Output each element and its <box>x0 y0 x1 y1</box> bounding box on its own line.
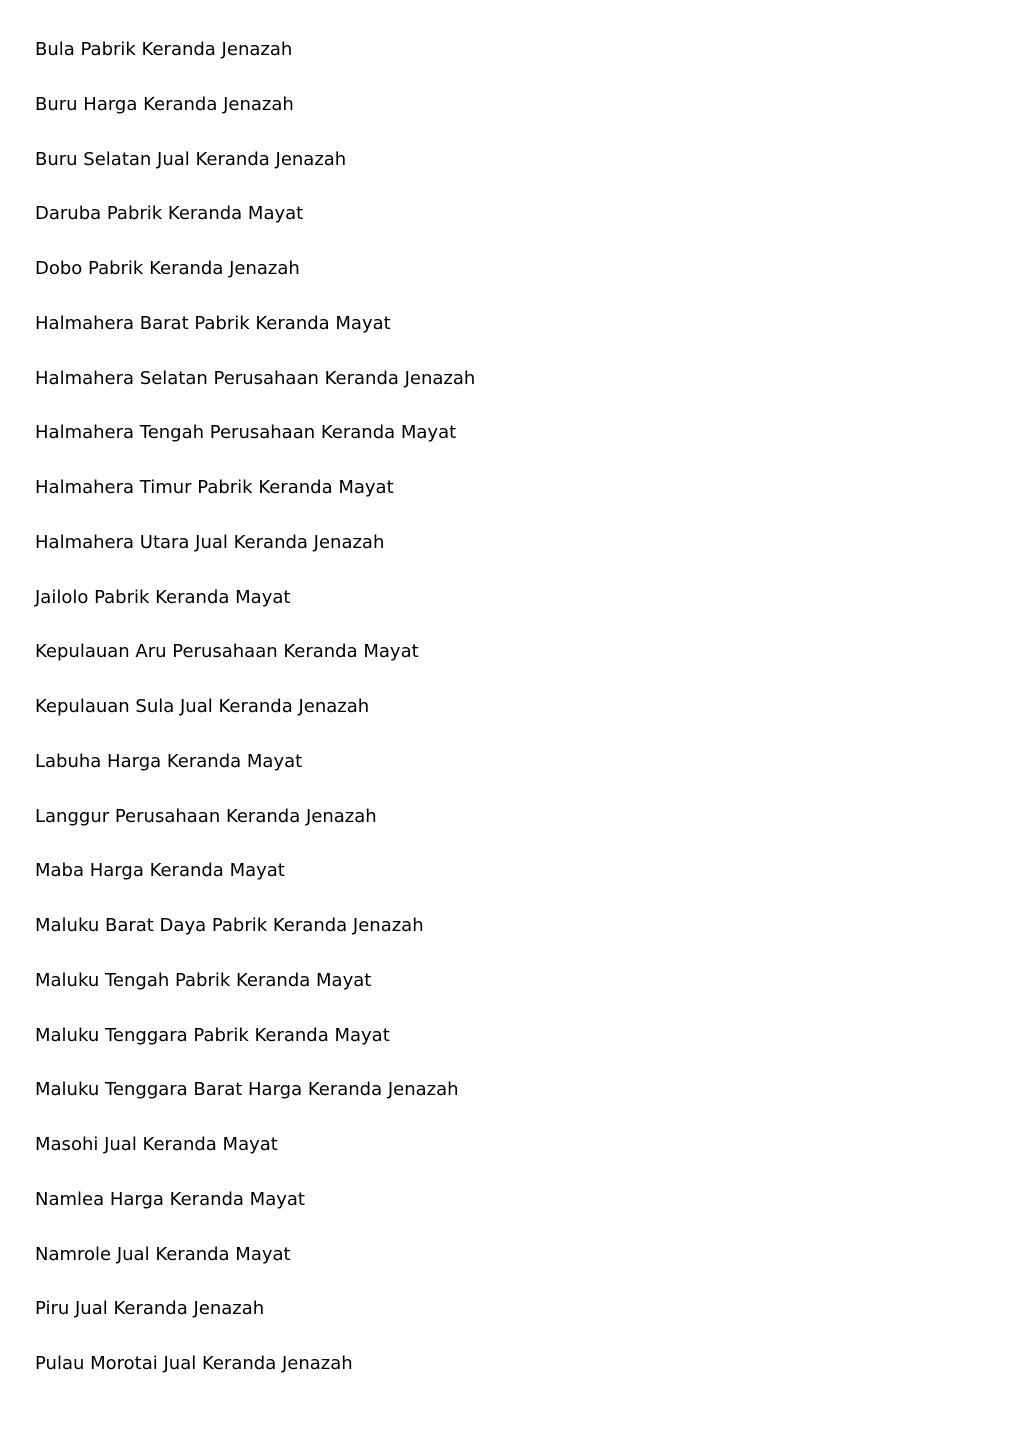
list-item <box>35 969 475 1024</box>
list-item <box>35 805 475 860</box>
list-link[interactable]: Langgur Perusahaan Keranda Jenazah <box>35 805 377 827</box>
list-item <box>35 257 475 312</box>
list-item <box>35 914 475 969</box>
list-item <box>35 859 475 914</box>
list-item <box>35 476 475 531</box>
list-item <box>35 1188 475 1243</box>
list-link[interactable]: Buru Selatan Jual Keranda Jenazah <box>35 148 347 170</box>
list-item <box>35 1243 475 1298</box>
list-link[interactable]: Halmahera Tengah Perusahaan Keranda Mayat <box>35 422 457 444</box>
list-item <box>35 312 475 367</box>
list-item <box>35 695 475 750</box>
list-link[interactable]: Namlea Harga Keranda Mayat <box>35 1188 305 1210</box>
list-link[interactable]: Piru Jual Keranda Jenazah <box>35 1298 265 1320</box>
list-item <box>35 421 475 476</box>
list-item <box>35 367 475 422</box>
list-item <box>35 1352 475 1407</box>
list-item <box>35 1133 475 1188</box>
list-item <box>35 531 475 586</box>
list-link[interactable]: Maluku Tenggara Pabrik Keranda Mayat <box>35 1024 390 1046</box>
list-link[interactable]: Halmahera Barat Pabrik Keranda Mayat <box>35 312 391 334</box>
list-link[interactable]: Maba Harga Keranda Mayat <box>35 860 285 882</box>
list-link[interactable]: Bula Pabrik Keranda Jenazah <box>35 39 293 60</box>
list-link[interactable]: Daruba Pabrik Keranda Mayat <box>35 203 304 225</box>
list-link[interactable]: Halmahera Utara Jual Keranda Jenazah <box>35 531 385 553</box>
list-link[interactable]: Namrole Jual Keranda Mayat <box>35 1243 291 1265</box>
list-link[interactable]: Maluku Tenggara Barat Harga Keranda Jenazah <box>35 1079 459 1101</box>
list-item <box>35 1297 475 1352</box>
list-link[interactable]: Labuha Harga Keranda Mayat <box>35 750 303 772</box>
list-item <box>35 148 475 203</box>
list-link[interactable]: Halmahera Selatan Perusahaan Keranda Jenazah <box>35 367 476 389</box>
list-link[interactable]: Maluku Tengah Pabrik Keranda Mayat <box>35 969 372 991</box>
list-link[interactable]: Halmahera Timur Pabrik Keranda Mayat <box>35 477 394 498</box>
link-list <box>35 38 475 1407</box>
list-link[interactable]: Jailolo Pabrik Keranda Mayat <box>35 586 291 608</box>
list-item <box>35 1078 475 1133</box>
list-link[interactable]: Pulau Morotai Jual Keranda Jenazah <box>35 1353 353 1374</box>
list-item <box>35 93 475 148</box>
list-item <box>35 38 475 93</box>
list-link[interactable]: Dobo Pabrik Keranda Jenazah <box>35 258 300 279</box>
list-item <box>35 640 475 695</box>
list-item <box>35 750 475 805</box>
list-link[interactable]: Kepulauan Aru Perusahaan Keranda Mayat <box>35 641 419 663</box>
list-link[interactable]: Maluku Barat Daya Pabrik Keranda Jenazah <box>35 915 424 936</box>
list-link[interactable]: Kepulauan Sula Jual Keranda Jenazah <box>35 696 370 717</box>
list-link[interactable]: Buru Harga Keranda Jenazah <box>35 93 294 115</box>
list-item <box>35 1024 475 1079</box>
list-item <box>35 202 475 257</box>
list-link[interactable]: Masohi Jual Keranda Mayat <box>35 1134 278 1155</box>
list-item <box>35 586 475 641</box>
